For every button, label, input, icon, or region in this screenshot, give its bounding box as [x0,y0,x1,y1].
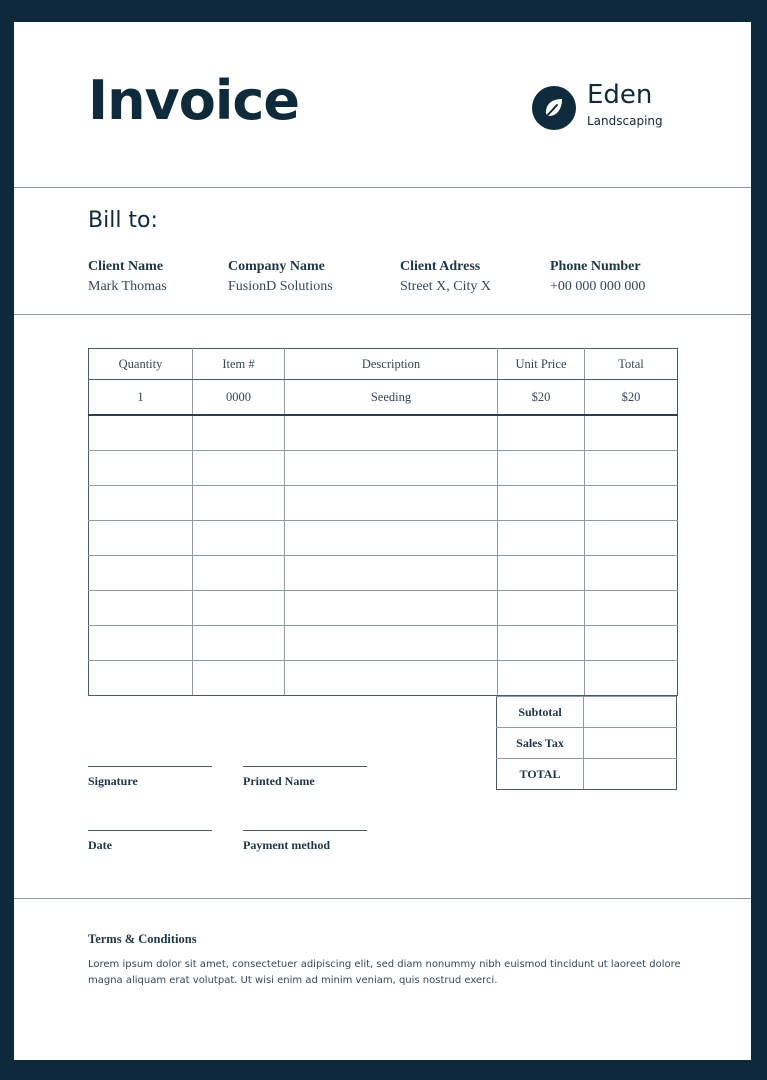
totals-table [496,696,677,790]
header-unit-price: Unit Price [498,349,585,380]
total-row [497,759,677,790]
empty-cell [89,661,193,696]
empty-cell [585,591,678,626]
empty-cell [498,556,585,591]
subtotal-row [497,697,677,728]
empty-cell [585,521,678,556]
empty-cell [498,521,585,556]
empty-cell [193,626,285,661]
client-address-value: Street X, City X [400,279,491,294]
client-name-value: Mark Thomas [88,279,167,294]
empty-cell [285,591,498,626]
empty-cell [285,661,498,696]
client-name-field [88,260,167,294]
empty-cell [285,486,498,521]
client-address-label: Client Adress [400,259,481,274]
empty-cell [285,451,498,486]
table-row [89,556,678,591]
empty-cell [193,486,285,521]
cell-quantity: 1 [89,380,193,416]
company-name-field [228,260,333,294]
empty-cell [585,556,678,591]
terms-heading: Terms & Conditions [88,932,197,946]
date-line [88,830,212,831]
empty-cell [89,521,193,556]
terms-section [14,898,751,986]
empty-cell [193,451,285,486]
invoice-page [14,22,751,1060]
empty-cell [585,486,678,521]
empty-cell [498,626,585,661]
table-row [89,521,678,556]
header-total: Total [585,349,678,380]
brand-logo [532,82,702,138]
empty-cell [89,415,193,451]
empty-cell [193,556,285,591]
table-row [89,380,678,416]
printed-name-block [243,766,367,787]
cell-description: Seeding [285,380,498,416]
empty-cell [498,661,585,696]
cell-total: $20 [585,380,678,416]
payment-method-label: Payment method [243,838,330,852]
client-address-field [400,260,491,294]
empty-cell [89,556,193,591]
table-row [89,626,678,661]
empty-cell [498,591,585,626]
empty-cell [498,415,585,451]
terms-body: Lorem ipsum dolor sit amet, consectetuer adipiscing elit, sed diam nonummy nibh euismod tincidunt ut laoreet dolore magna aliquam erat volutpat. Ut wisi enim ad minim veniam, quis nostrud exerci. [88,959,681,986]
sales-tax-row [497,728,677,759]
payment-method-line [243,830,367,831]
sales-tax-label: Sales Tax [497,728,584,759]
empty-cell [193,415,285,451]
invoice-header [14,22,751,188]
phone-number-label: Phone Number [550,259,641,274]
empty-cell [585,626,678,661]
empty-cell [89,626,193,661]
printed-name-label: Printed Name [243,774,315,788]
table-row [89,661,678,696]
company-name-value: FusionD Solutions [228,279,333,294]
phone-number-value: +00 000 000 000 [550,279,646,294]
signature-block [88,766,212,787]
brand-name: Eden [587,80,653,110]
empty-cell [89,486,193,521]
items-table [88,348,678,696]
empty-cell [585,415,678,451]
table-row [89,451,678,486]
empty-cell [89,451,193,486]
empty-cell [193,661,285,696]
signature-line [88,766,212,767]
empty-cell [89,591,193,626]
table-row [89,486,678,521]
empty-cell [285,626,498,661]
total-label: TOTAL [497,759,584,790]
printed-name-line [243,766,367,767]
empty-cell [193,521,285,556]
invoice-title: Invoice [88,69,299,132]
phone-number-field [550,260,645,294]
table-row [89,415,678,451]
header-quantity: Quantity [89,349,193,380]
empty-cell [585,661,678,696]
empty-cell [498,486,585,521]
header-description: Description [285,349,498,380]
brand-subtitle: Landscaping [587,114,663,128]
bill-to-section [14,188,751,315]
signature-label: Signature [88,774,138,788]
empty-cell [193,591,285,626]
client-name-label: Client Name [88,259,164,274]
empty-cell [285,556,498,591]
date-label: Date [88,838,112,852]
date-block [88,830,212,851]
cell-unit-price: $20 [498,380,585,416]
table-row [89,591,678,626]
leaf-icon [532,86,576,130]
sales-tax-value [584,728,677,759]
header-item-number: Item # [193,349,285,380]
empty-cell [285,415,498,451]
subtotal-value [584,697,677,728]
total-value [584,759,677,790]
empty-cell [498,451,585,486]
payment-method-block [243,830,367,851]
empty-cell [285,521,498,556]
subtotal-label: Subtotal [497,697,584,728]
table-header-row [89,349,678,380]
company-name-label: Company Name [228,259,325,274]
cell-item-number: 0000 [193,380,285,416]
bill-to-heading: Bill to: [88,208,158,233]
empty-cell [585,451,678,486]
